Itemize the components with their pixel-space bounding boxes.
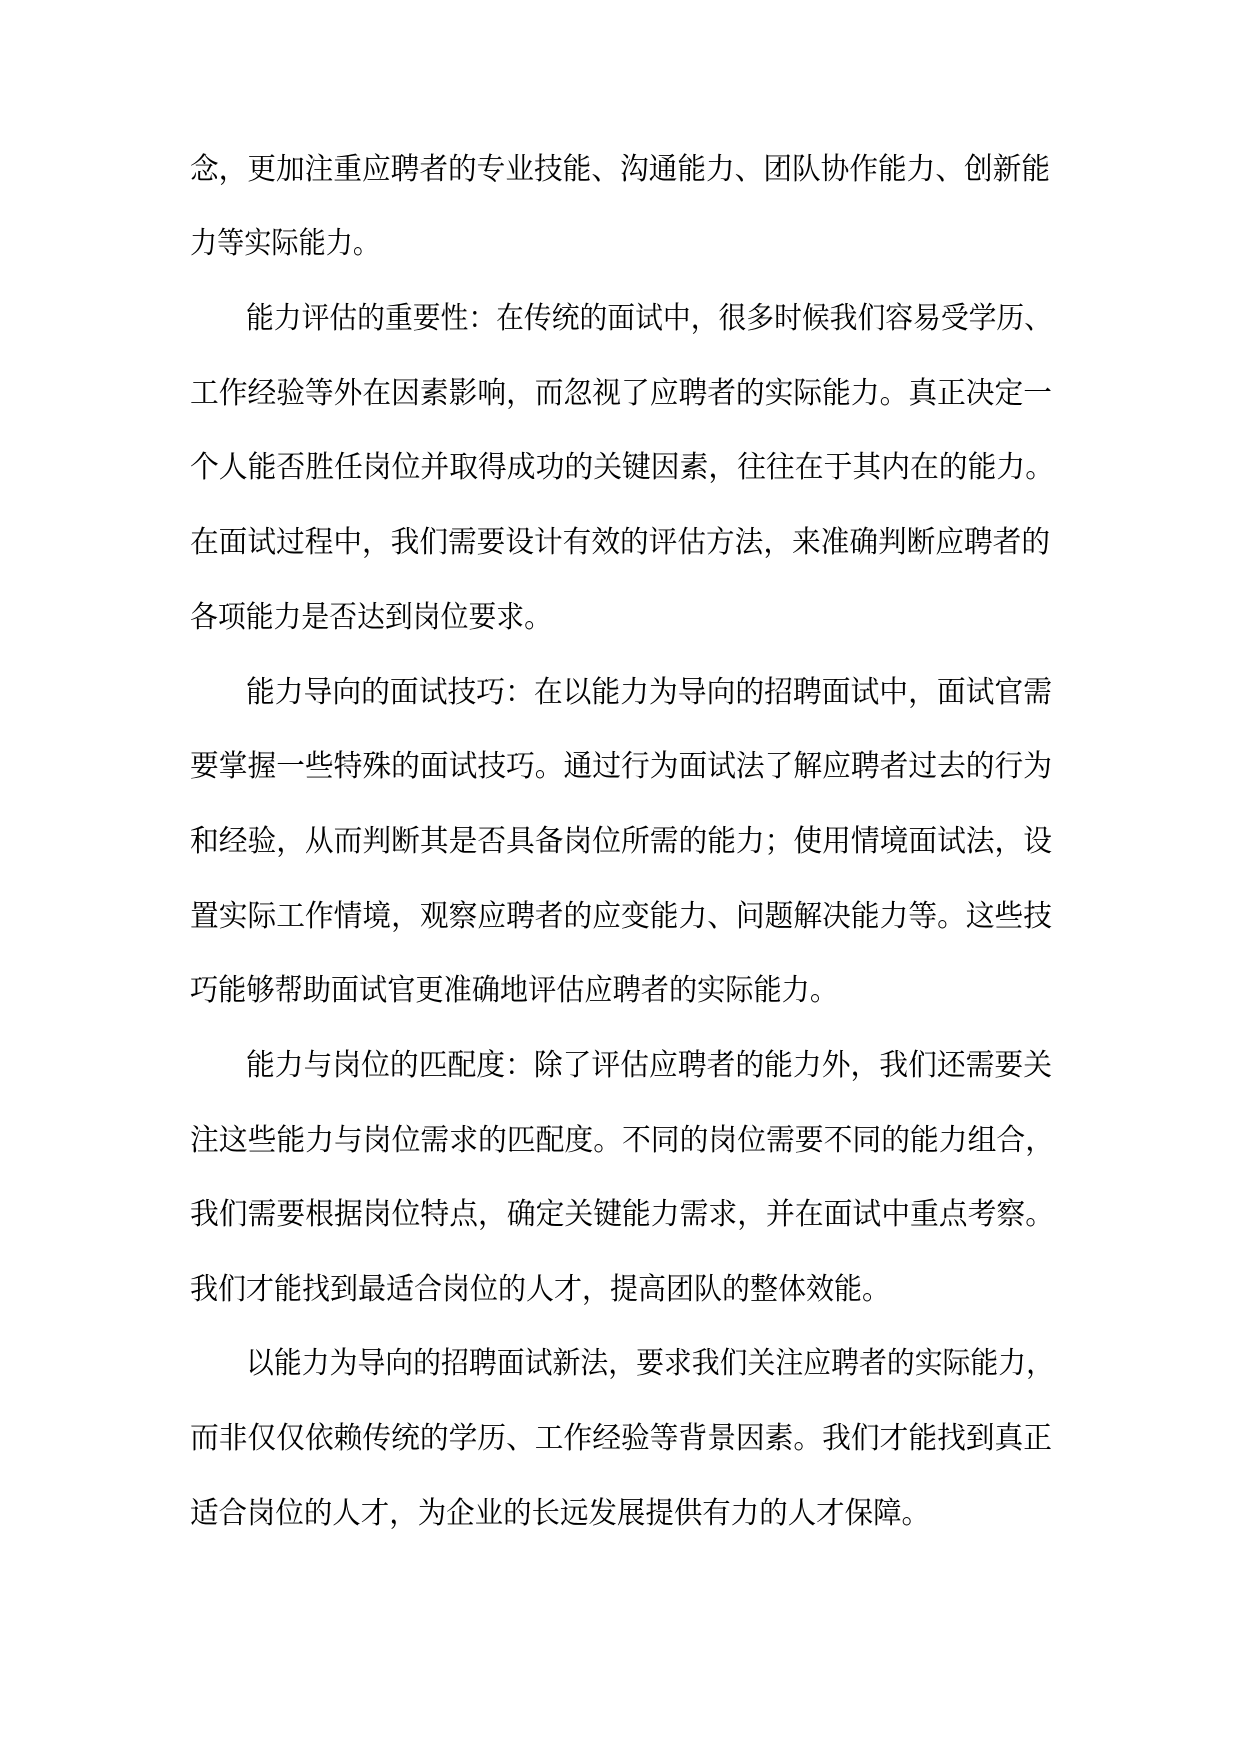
text-line: 置实际工作情境，观察应聘者的应变能力、问题解决能力等。这些技: [190, 899, 1052, 934]
text-line: 能力评估的重要性：在传统的面试中，很多时候我们容易受学历、: [246, 301, 1052, 336]
text-line: 适合岗位的人才，为企业的长远发展提供有力的人才保障。: [190, 1496, 930, 1531]
text-line: 能力导向的面试技巧：在以能力为导向的招聘面试中，面试官需: [246, 675, 1052, 710]
text-line: 我们才能找到最适合岗位的人才，提高团队的整体效能。: [190, 1272, 890, 1307]
text-line: 巧能够帮助面试官更准确地评估应聘者的实际能力。: [190, 973, 838, 1008]
text-line: 各项能力是否达到岗位要求。: [190, 600, 552, 635]
text-line: 工作经验等外在因素影响，而忽视了应聘者的实际能力。真正决定一: [190, 376, 1052, 411]
text-line: 而非仅仅依赖传统的学历、工作经验等背景因素。我们才能找到真正: [190, 1421, 1052, 1456]
text-line: 和经验，从而判断其是否具备岗位所需的能力；使用情境面试法，设: [190, 824, 1052, 859]
text-line: 能力与岗位的匹配度：除了评估应聘者的能力外，我们还需要关: [246, 1048, 1052, 1083]
text-line: 念，更加注重应聘者的专业技能、沟通能力、团队协作能力、创新能: [190, 152, 1050, 187]
text-line: 力等实际能力。: [190, 226, 380, 261]
text-line: 我们需要根据岗位特点，确定关键能力需求，并在面试中重点考察。: [190, 1197, 1054, 1232]
text-line: 注这些能力与岗位需求的匹配度。不同的岗位需要不同的能力组合，: [190, 1123, 1054, 1158]
text-line: 个人能否胜任岗位并取得成功的关键因素，往往在于其内在的能力。: [190, 450, 1054, 485]
text-line: 在面试过程中，我们需要设计有效的评估方法，来准确判断应聘者的: [190, 525, 1050, 560]
text-line: 要掌握一些特殊的面试技巧。通过行为面试法了解应聘者过去的行为: [190, 749, 1052, 784]
text-line: 以能力为导向的招聘面试新法，要求我们关注应聘者的实际能力，: [246, 1346, 1054, 1381]
